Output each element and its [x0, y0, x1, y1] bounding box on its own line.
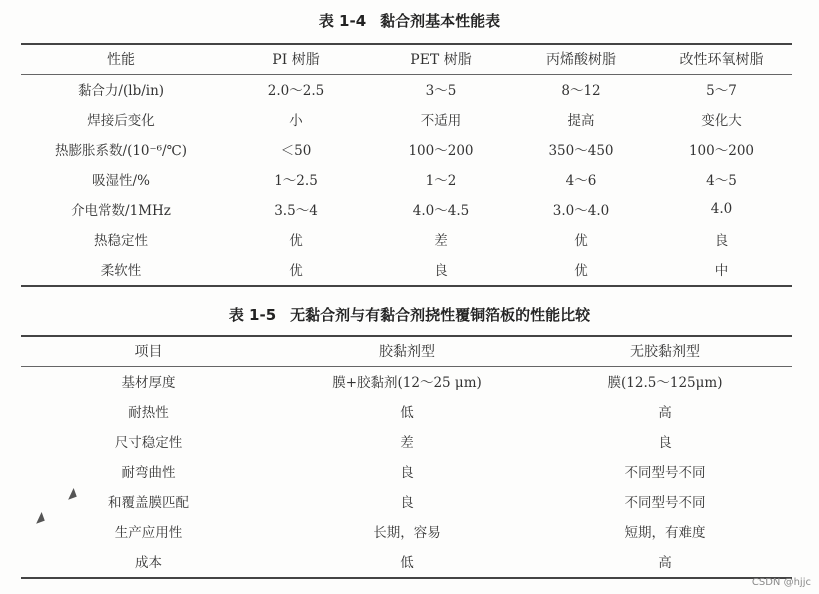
table-cell: 高 [658, 555, 672, 571]
table-cell: 成本 [135, 555, 162, 571]
table1-header-rule [21, 74, 792, 75]
scan-speck: ◢ [31, 508, 46, 526]
table-cell: 膜+胶黏剂(12～25 μm) [332, 375, 482, 391]
table-cell: ＜50 [280, 143, 312, 159]
table2-header-cell: 胶黏剂型 [379, 344, 435, 360]
table-cell: 不适用 [420, 113, 462, 129]
table-cell: 良 [400, 495, 414, 511]
table-cell: 低 [400, 405, 414, 421]
table-cell: 100～200 [408, 143, 474, 159]
table-cell: 和覆盖膜匹配 [108, 495, 189, 511]
table-cell: 良 [714, 233, 729, 249]
table-cell: 不同型号不同 [624, 495, 706, 511]
table-cell: 基材厚度 [121, 375, 176, 391]
watermark-text: CSDN @hjjc [751, 577, 811, 588]
table-cell: 小 [289, 113, 303, 129]
table-cell: 生产应用性 [114, 525, 183, 541]
table-cell: 差 [434, 233, 448, 249]
table-cell: 优 [289, 263, 303, 279]
table-cell: 耐弯曲性 [121, 465, 176, 481]
table-cell: 4～6 [565, 173, 597, 189]
table-cell: 3～5 [425, 83, 457, 99]
table-row [21, 486, 792, 516]
table-cell: 热膨胀系数/(10⁻⁶/℃) [55, 143, 187, 159]
table-cell: 4～5 [706, 173, 737, 189]
table2-header-cell: 无胶黏剂型 [630, 344, 700, 360]
table-cell: 耐热性 [128, 405, 169, 421]
table2-flexible-ccl-comparison [21, 336, 792, 576]
table-cell: 变化大 [701, 113, 742, 129]
table2-header-rule [21, 366, 792, 367]
table-cell: 1～2 [425, 173, 457, 189]
table-cell: 4.0～4.5 [412, 203, 470, 219]
table1-header-cell: 改性环氧树脂 [679, 52, 764, 68]
table-row [21, 74, 792, 104]
table-cell: 中 [714, 263, 729, 279]
table2-header-row [21, 336, 792, 366]
table-cell: 柔软性 [100, 263, 142, 279]
table2-bottom-rule [21, 577, 792, 579]
table-row [21, 456, 792, 486]
table-cell: 350～450 [548, 143, 614, 159]
table-row [21, 426, 792, 456]
table-row [21, 546, 792, 576]
table-cell: 提高 [567, 113, 595, 129]
table-row [21, 396, 792, 426]
table-cell: 黏合力/(lb/in) [77, 83, 165, 99]
table1-caption [0, 10, 819, 31]
table-cell: 热稳定性 [94, 233, 148, 249]
table-cell: 4.0 [710, 201, 733, 217]
table1-caption-number: 表 1-4 [318, 12, 367, 30]
table-cell: 5～7 [706, 83, 737, 99]
table2-caption [0, 304, 819, 325]
table-cell: 优 [289, 233, 303, 249]
table-cell: 优 [574, 263, 588, 279]
table-cell: 2.0～2.5 [267, 83, 325, 99]
table-cell: 吸湿性/% [92, 173, 150, 189]
table2-header-cell: 项目 [134, 344, 163, 360]
table-cell: 焊接后变化 [87, 113, 155, 129]
table-cell: 低 [400, 555, 414, 571]
table-row [21, 104, 792, 134]
table-row [21, 164, 792, 194]
table-cell: 长期，容易 [373, 525, 441, 541]
table1-header-cell: 丙烯酸树脂 [546, 52, 616, 68]
table-cell: 不同型号不同 [624, 465, 706, 481]
table1-bottom-rule [21, 285, 792, 287]
table1-adhesive-properties [21, 44, 792, 284]
table-cell: 优 [574, 233, 588, 249]
table1-header-cell: 性能 [107, 52, 135, 68]
table-row [21, 366, 792, 396]
table-cell: 100～200 [688, 143, 755, 159]
table1-header-cell: PI 树脂 [272, 52, 320, 68]
table1-header-cell: PET 树脂 [410, 52, 472, 68]
table-row [21, 224, 792, 254]
table2-caption-title: 无黏合剂与有黏合剂挠性覆铜箔板的性能比较 [290, 306, 591, 324]
scan-speck: ◢ [63, 484, 78, 502]
table-cell: 良 [400, 465, 414, 481]
table-row [21, 516, 792, 546]
table-cell: 良 [658, 435, 672, 451]
table-cell: 尺寸稳定性 [114, 435, 183, 451]
table-row [21, 134, 792, 164]
table1-caption-title: 黏合剂基本性能表 [380, 12, 501, 30]
table-cell: 3.0～4.0 [552, 203, 610, 219]
table-row [21, 194, 792, 224]
table-cell: 1～2.5 [274, 173, 318, 189]
table-cell: 高 [658, 405, 672, 421]
table-cell: 膜(12.5～125μm) [607, 375, 723, 391]
table-row [21, 254, 792, 284]
table-cell: 良 [434, 263, 448, 279]
table1-header-row [21, 44, 792, 74]
table-cell: 介电常数/1MHz [71, 203, 171, 219]
table-cell: 短期，有难度 [624, 525, 706, 541]
table-cell: 差 [400, 435, 414, 451]
table-cell: 8～12 [561, 83, 601, 99]
table-cell: 3.5～4 [274, 203, 318, 219]
table2-caption-number: 表 1-5 [228, 306, 277, 324]
